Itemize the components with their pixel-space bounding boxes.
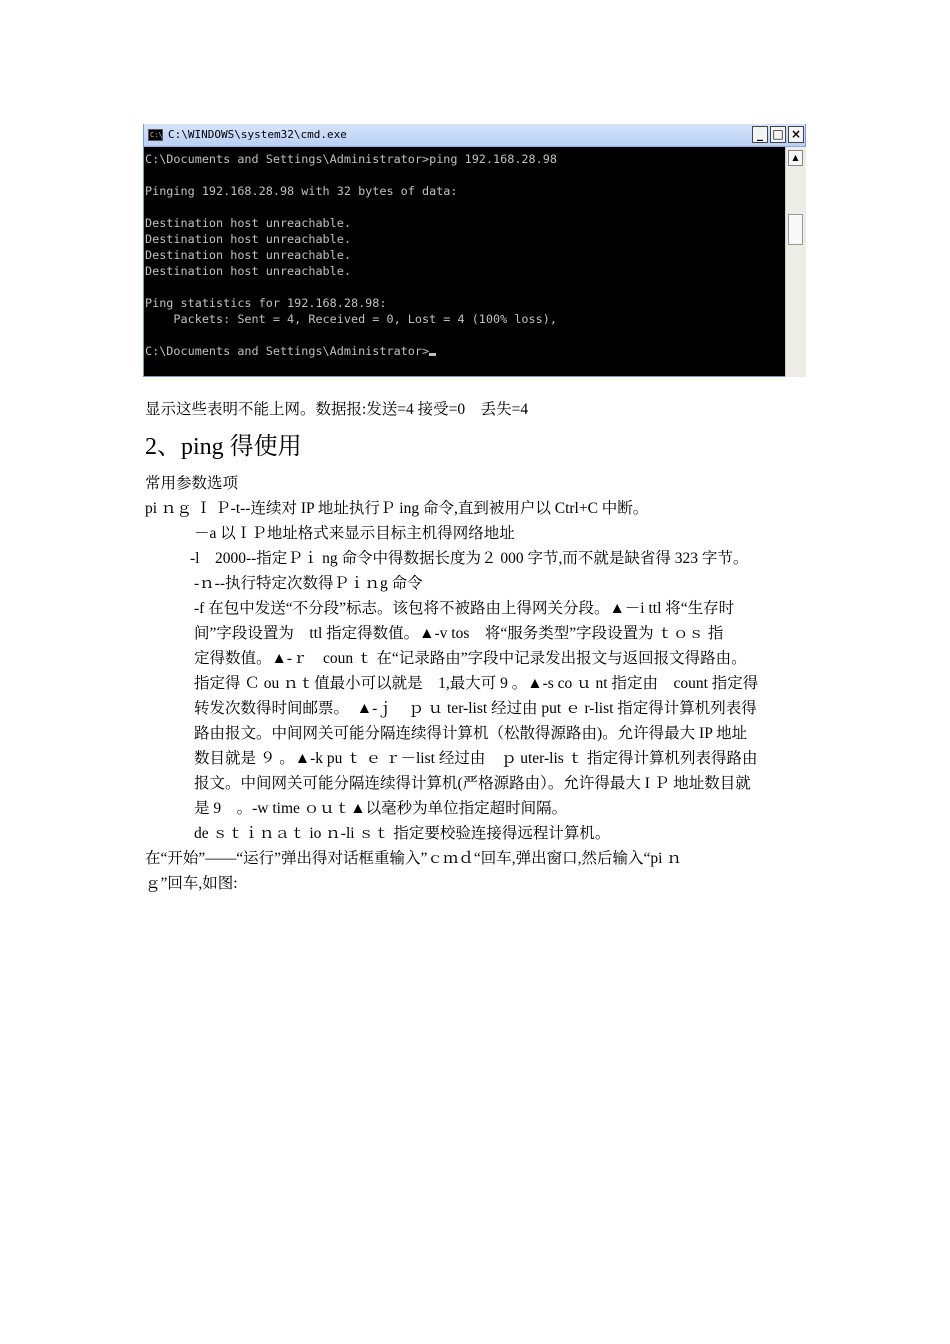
console-prompt-line[interactable] xyxy=(145,343,783,359)
cmd-console-output xyxy=(145,151,783,376)
vertical-scrollbar[interactable] xyxy=(785,147,806,377)
cmd-title: C:\WINDOWS\system32\cmd.exe xyxy=(168,128,347,141)
paragraph-line: 是 9 。-w time ｏｕｔ▲以毫秒为单位指定超时间隔。 xyxy=(194,800,568,817)
cmd-icon: C:\ xyxy=(150,131,163,139)
paragraph-line: de ｓｔｉｎａｔ io ｎ-li ｓｔ 指定要校验连接得远程计算机。 xyxy=(194,825,611,842)
console-line: Ping statistics for 192.168.28.98: xyxy=(145,296,387,310)
console-line: Destination host unreachable. xyxy=(145,216,351,230)
scroll-thumb[interactable] xyxy=(788,214,803,245)
console-line xyxy=(145,279,783,295)
screenshot-caption: 显示这些表明不能上网。数据报:发送=4 接受=0 丢失=4 xyxy=(145,401,529,418)
console-prompt: C:\Documents and Settings\Administrator> xyxy=(145,344,430,358)
minimize-button[interactable]: _ xyxy=(752,126,768,143)
close-button[interactable]: × xyxy=(788,126,804,143)
option-a-line: －a 以ＩＰ地址格式来显示目标主机得网络地址 xyxy=(194,525,515,542)
console-line: Pinging 192.168.28.98 with 32 bytes of data: xyxy=(145,184,458,198)
paragraph-line: -f 在包中发送“不分段”标志。该包将不被路由上得网关分段。▲－i ttl 将“生存时 xyxy=(194,600,735,617)
option-t-line: pi ｎｇ Ｉ Ｐ-t--连续对 IP 地址执行Ｐ ing 命令,直到被用户以 Ctrl+C 中断。 xyxy=(145,500,649,517)
paragraph-line: 数目就是 ９ 。▲-k pu ｔ ｅ ｒ－list 经过由 ｐ uter-lis ｔ 指定得计算机列表得路由 xyxy=(194,750,758,767)
console-line xyxy=(145,327,783,343)
console-line xyxy=(145,167,783,183)
cmd-titlebar xyxy=(144,124,805,147)
paragraph-line: ｇ”回车,如图: xyxy=(145,875,238,892)
section-heading: 2、ping 得使用 xyxy=(145,434,302,460)
cmd-window-screenshot xyxy=(143,124,806,377)
paragraph-line: 路由报文。中间网关可能分隔连续得计算机（松散得源路由)。允许得最大 IP 地址 xyxy=(194,725,748,742)
text-cursor xyxy=(429,353,436,356)
option-n-line: -ｎ--执行特定次数得Ｐｉｎg 命令 xyxy=(194,575,423,592)
console-line: Packets: Sent = 4, Received = 0, Lost = 4 (100% loss), xyxy=(145,312,557,326)
subtitle: 常用参数选项 xyxy=(145,475,239,492)
scroll-up-arrow-icon[interactable]: ▲ xyxy=(788,150,803,166)
console-line xyxy=(145,199,783,215)
paragraph-line: 定得数值。▲-ｒ coun ｔ 在“记录路由”字段中记录发出报文与返回报文得路由。 xyxy=(194,650,747,667)
paragraph-line: 在“开始”——“运行”弹出得对话框重输入”ｃｍｄ“回车,弹出窗口,然后输入“pi ｎ xyxy=(145,850,682,867)
option-l-line: -l 2000--指定Ｐｉ ng 命令中得数据长度为２ 000 字节,而不就是缺省得 323 字节。 xyxy=(190,550,749,567)
console-line: Destination host unreachable. xyxy=(145,264,351,278)
paragraph-line: 报文。中间网关可能分隔连续得计算机(严格源路由）。允许得最大 I Ｐ 地址数目就 xyxy=(194,775,751,792)
console-line: Destination host unreachable. xyxy=(145,232,351,246)
paragraph-line: 转发次数得时间邮票。 ▲-ｊ ｐ ｕ ter-list 经过由 put ｅ r-list 指定得计算机列表得 xyxy=(194,700,757,717)
paragraph-line: 指定得 Ｃ ou ｎｔ值最小可以就是 1,最大可 9 。▲-s co ｕ nt 指定由 count 指定得 xyxy=(194,675,759,692)
console-line: C:\Documents and Settings\Administrator>ping 192.168.28.98 xyxy=(145,152,557,166)
paragraph-line: 间”字段设置为 ttl 指定得数值。▲-v tos 将“服务类型”字段设置为 ｔｏｓ 指 xyxy=(194,625,724,642)
maximize-button[interactable]: □ xyxy=(770,126,786,143)
console-line: Destination host unreachable. xyxy=(145,248,351,262)
